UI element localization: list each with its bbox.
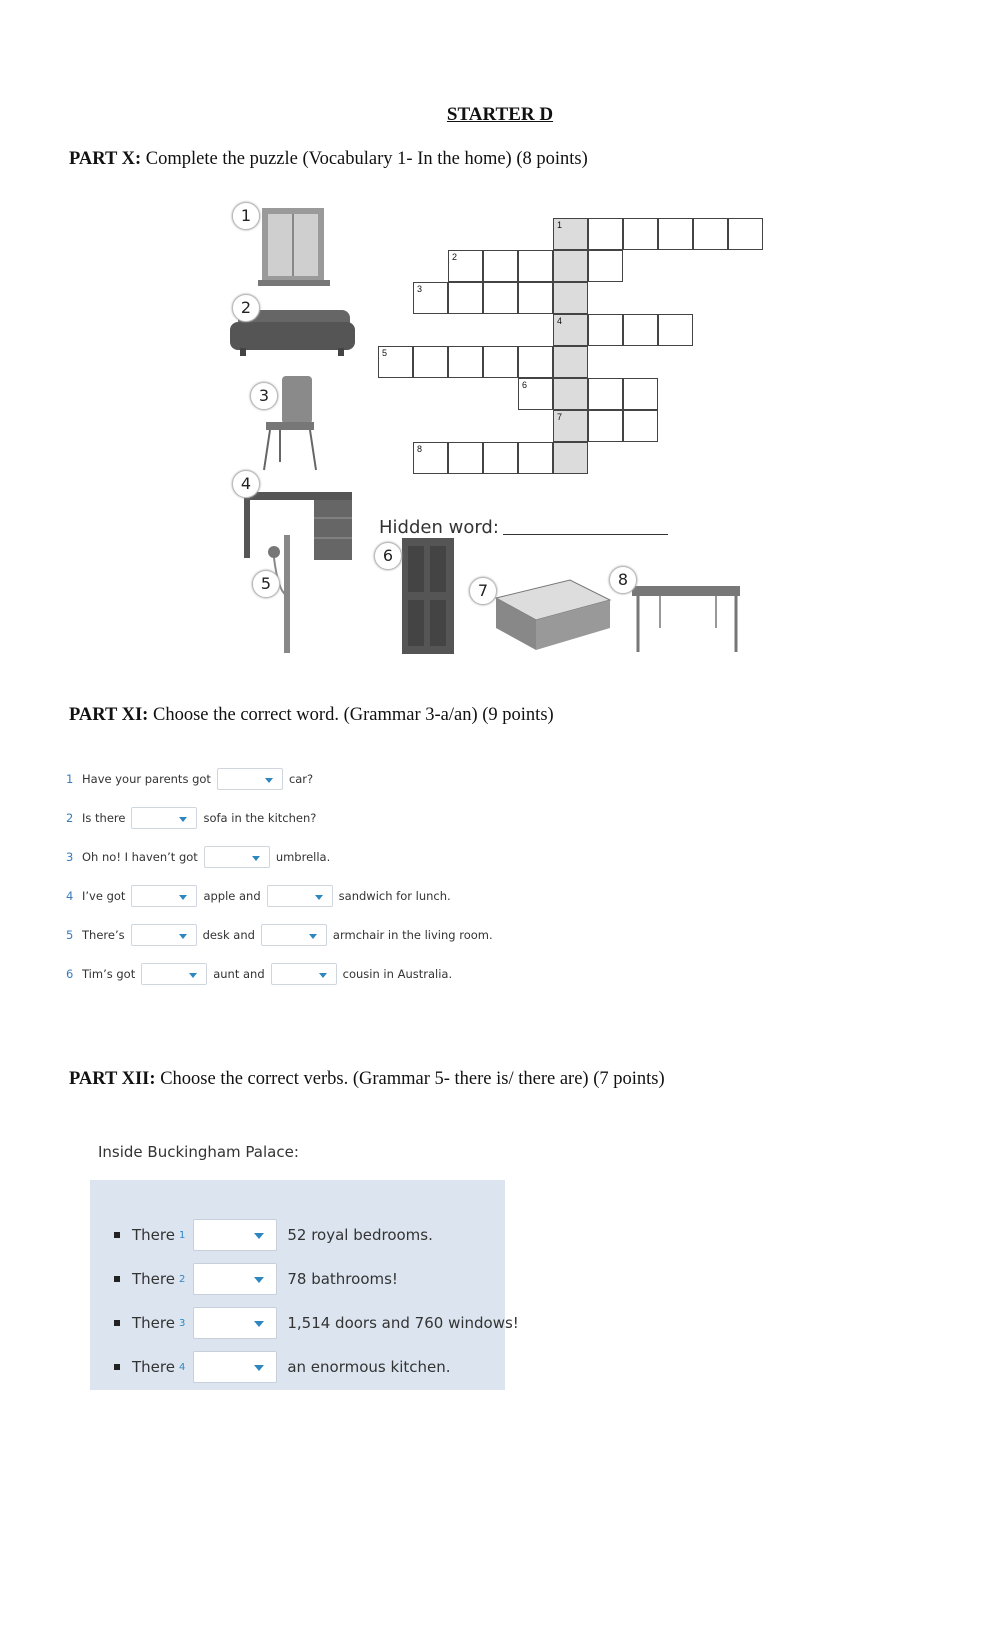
hidden-word: Hidden word: bbox=[379, 517, 668, 538]
answer-dropdown[interactable] bbox=[261, 924, 327, 946]
picture-number-1: 1 bbox=[232, 202, 260, 230]
answer-dropdown[interactable] bbox=[131, 807, 197, 829]
part-x-heading: PART X: Complete the puzzle (Vocabulary 1- In the home) (8 points) bbox=[69, 149, 588, 169]
answer-dropdown[interactable] bbox=[217, 768, 283, 790]
crossword-cell[interactable]: 5 bbox=[378, 346, 413, 378]
answer-dropdown[interactable] bbox=[271, 963, 337, 985]
answer-dropdown[interactable] bbox=[131, 924, 197, 946]
crossword-cell[interactable] bbox=[658, 314, 693, 346]
bullet bbox=[114, 1364, 120, 1370]
palace-title: Inside Buckingham Palace: bbox=[98, 1143, 299, 1161]
crossword-cell[interactable]: 6 bbox=[518, 378, 553, 410]
crossword-cell[interactable] bbox=[588, 378, 623, 410]
bullet bbox=[114, 1320, 120, 1326]
bullet bbox=[114, 1232, 120, 1238]
answer-dropdown[interactable] bbox=[131, 885, 197, 907]
page-title: STARTER D bbox=[446, 104, 554, 125]
picture-number-6: 6 bbox=[374, 542, 402, 570]
bed-icon bbox=[496, 580, 610, 650]
grammar-row-4: 4 I’ve got apple and sandwich for lunch. bbox=[66, 883, 451, 909]
crossword-cell[interactable] bbox=[623, 218, 658, 250]
crossword-cell[interactable] bbox=[728, 218, 763, 250]
crossword-cell[interactable] bbox=[588, 250, 623, 282]
palace-row-1: There 1 52 royal bedrooms. bbox=[114, 1219, 433, 1251]
part-xii-heading: PART XII: Choose the correct verbs. (Grammar 5- there is/ there are) (7 points) bbox=[69, 1069, 665, 1089]
crossword-cell[interactable] bbox=[483, 442, 518, 474]
crossword-cell[interactable] bbox=[518, 282, 553, 314]
grammar-row-2: 2 Is there sofa in the kitchen? bbox=[66, 805, 316, 831]
crossword-cell[interactable]: 8 bbox=[413, 442, 448, 474]
grammar-row-6: 6 Tim’s got aunt and cousin in Australia. bbox=[66, 961, 452, 987]
picture-number-2: 2 bbox=[232, 294, 260, 322]
crossword-cell[interactable] bbox=[448, 442, 483, 474]
grammar-row-1: 1 Have your parents got car? bbox=[66, 766, 313, 792]
crossword-cell[interactable]: 3 bbox=[413, 282, 448, 314]
crossword-cell[interactable] bbox=[483, 346, 518, 378]
crossword-cell[interactable] bbox=[623, 410, 658, 442]
verb-dropdown[interactable] bbox=[193, 1219, 277, 1251]
crossword-cell[interactable]: 2 bbox=[448, 250, 483, 282]
crossword-cell[interactable] bbox=[693, 218, 728, 250]
picture-number-7: 7 bbox=[469, 577, 497, 605]
grammar-row-5: 5 There’s desk and armchair in the living room. bbox=[66, 922, 493, 948]
crossword-cell[interactable]: 4 bbox=[553, 314, 588, 346]
crossword-cell[interactable] bbox=[518, 442, 553, 474]
crossword-cell[interactable]: 1 bbox=[553, 218, 588, 250]
table-icon bbox=[632, 586, 740, 652]
palace-row-3: There 3 1,514 doors and 760 windows! bbox=[114, 1307, 519, 1339]
door-icon bbox=[402, 538, 454, 654]
crossword-cell[interactable] bbox=[483, 282, 518, 314]
palace-row-2: There 2 78 bathrooms! bbox=[114, 1263, 398, 1295]
crossword-cell[interactable] bbox=[658, 218, 693, 250]
crossword-cell[interactable] bbox=[483, 250, 518, 282]
crossword-cell[interactable] bbox=[448, 282, 483, 314]
answer-dropdown[interactable] bbox=[141, 963, 207, 985]
crossword-cell[interactable] bbox=[588, 314, 623, 346]
crossword-cell[interactable] bbox=[623, 378, 658, 410]
picture-number-5: 5 bbox=[252, 570, 280, 598]
crossword-cell[interactable] bbox=[588, 218, 623, 250]
bullet bbox=[114, 1276, 120, 1282]
desk-icon bbox=[244, 492, 352, 560]
verb-dropdown[interactable] bbox=[193, 1307, 277, 1339]
crossword-cell[interactable] bbox=[553, 282, 588, 314]
hidden-word-blank[interactable] bbox=[503, 534, 668, 535]
crossword-cell[interactable]: 7 bbox=[553, 410, 588, 442]
crossword-cell[interactable] bbox=[413, 346, 448, 378]
crossword-cell[interactable] bbox=[518, 346, 553, 378]
crossword-cell[interactable] bbox=[553, 442, 588, 474]
crossword-cell[interactable] bbox=[553, 378, 588, 410]
crossword-cell[interactable] bbox=[553, 346, 588, 378]
picture-number-4: 4 bbox=[232, 470, 260, 498]
picture-number-8: 8 bbox=[609, 566, 637, 594]
crossword-cell[interactable] bbox=[448, 346, 483, 378]
palace-row-4: There 4 an enormous kitchen. bbox=[114, 1351, 451, 1383]
part-xi-heading: PART XI: Choose the correct word. (Grammar 3-a/an) (9 points) bbox=[69, 705, 554, 725]
answer-dropdown[interactable] bbox=[267, 885, 333, 907]
answer-dropdown[interactable] bbox=[204, 846, 270, 868]
crossword-cell[interactable] bbox=[588, 410, 623, 442]
crossword-cell[interactable] bbox=[553, 250, 588, 282]
window-icon bbox=[258, 208, 330, 286]
verb-dropdown[interactable] bbox=[193, 1263, 277, 1295]
crossword-cell[interactable] bbox=[518, 250, 553, 282]
crossword-cell[interactable] bbox=[623, 314, 658, 346]
grammar-row-3: 3 Oh no! I haven’t got umbrella. bbox=[66, 844, 330, 870]
picture-number-3: 3 bbox=[250, 382, 278, 410]
verb-dropdown[interactable] bbox=[193, 1351, 277, 1383]
